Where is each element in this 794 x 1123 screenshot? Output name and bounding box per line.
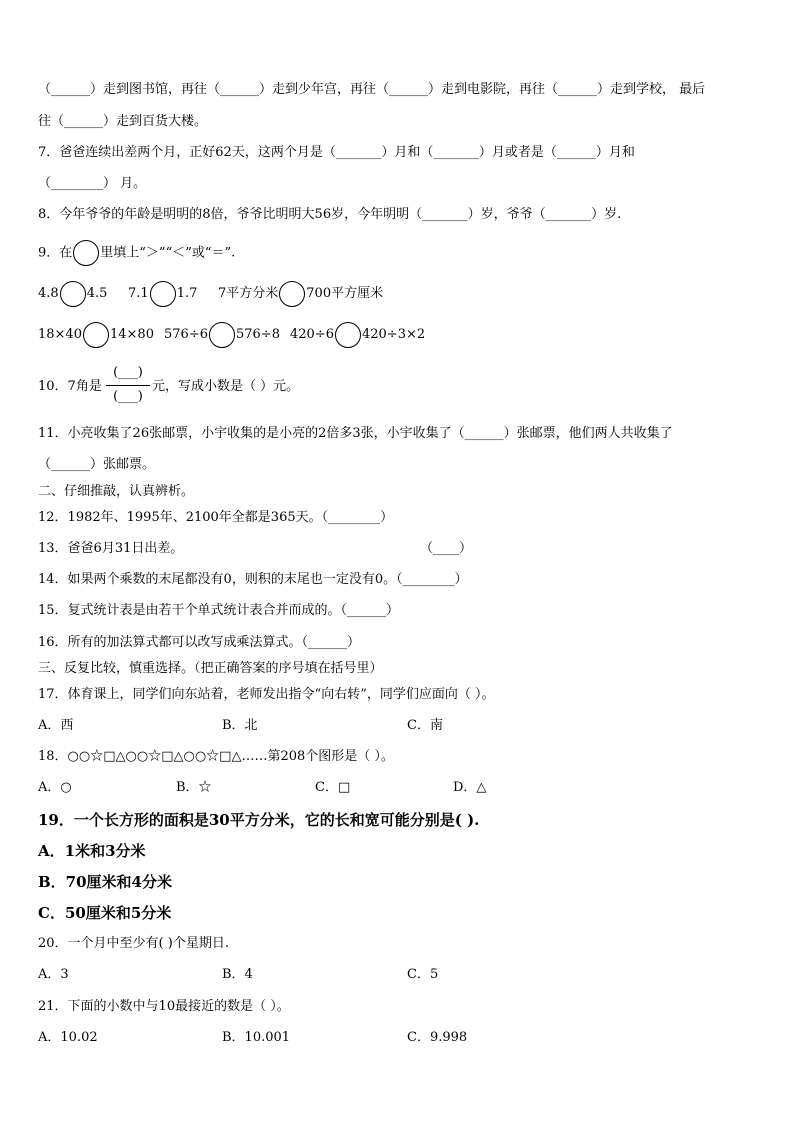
question-20: 20．一个月中至少有( )个星期日. (38, 936, 229, 951)
option-a: A．○ (38, 780, 72, 795)
compare-left: 7.1 (128, 286, 149, 301)
option-a: A．3 (38, 967, 69, 982)
compare-right: 4.5 (86, 286, 108, 301)
option-c: C．□ (315, 780, 351, 795)
fraction-bar (106, 385, 150, 386)
question-17-options (38, 717, 758, 735)
question-21: 21．下面的小数中与10最接近的数是（ ）。 (38, 999, 290, 1014)
compare-item (290, 322, 425, 348)
question-19-option-c: C．50厘米和5分米 (38, 904, 172, 922)
compare-left: 18×40 (38, 327, 82, 342)
q9-suffix: 里填上“＞”“＜”或“＝”. (100, 245, 236, 261)
q13-blank: （____） (420, 541, 473, 556)
q10-prefix: 10．7角是 (38, 379, 102, 394)
compare-left: 4.8 (38, 286, 59, 301)
option-c: C．9.998 (407, 1030, 468, 1045)
question-11-line-1: 11．小亮收集了26张邮票，小宇收集的是小亮的2倍多3张，小宇收集了（______）张邮票，他们两人共收集了 (38, 426, 673, 441)
question-8: 8．今年爷爷的年龄是明明的8倍，爷爷比明明大56岁，今年明明（_______）岁，爷爷（_______）岁. (38, 207, 622, 222)
question-19-option-a: A．1米和3分米 (38, 842, 146, 860)
option-a: A．西 (38, 718, 74, 733)
compare-left: 7平方分米 (218, 286, 279, 301)
question-9-instruction (38, 240, 235, 266)
compare-right: 420÷3×2 (361, 327, 426, 342)
compare-left: 576÷6 (164, 327, 208, 342)
question-6-line-1: （______）走到图书馆，再往（______）走到少年宫，再往（______）走到电影院，再往（______）走到学校， 最后 (38, 82, 706, 97)
option-d: D．△ (453, 780, 487, 795)
compare-left: 420÷6 (290, 327, 334, 342)
compare-circle-icon (335, 322, 361, 348)
option-c: C．5 (407, 967, 439, 982)
option-b: B．北 (222, 718, 258, 733)
option-b: B．10.001 (222, 1030, 291, 1045)
compare-item (218, 281, 383, 307)
question-21-options (38, 1029, 758, 1047)
compare-item (128, 281, 197, 307)
question-12: 12．1982年、1995年、2100年全都是365天。（________） (38, 510, 394, 525)
compare-item (164, 322, 280, 348)
q9-prefix: 9．在 (38, 245, 73, 261)
compare-item (38, 281, 107, 307)
question-13 (38, 540, 758, 558)
q13-text: 13．爸爸6月31日出差。 (38, 541, 184, 556)
q10-suffix: 元，写成小数是（ ）元。 (152, 379, 300, 394)
compare-item (38, 322, 154, 348)
compare-right: 14×80 (109, 327, 154, 342)
compare-right: 1.7 (176, 286, 198, 301)
section-2-heading: 二、仔细推敲，认真辨析。 (38, 484, 195, 499)
question-20-options (38, 966, 758, 984)
compare-circle-icon (73, 240, 99, 266)
compare-circle-icon (60, 281, 86, 307)
compare-circle-icon (209, 322, 235, 348)
compare-circle-icon (150, 281, 176, 307)
option-a: A．10.02 (38, 1030, 98, 1045)
fraction-numerator: (___) (113, 365, 143, 380)
compare-right: 700平方厘米 (306, 286, 384, 301)
fraction-denominator: (___) (113, 389, 143, 404)
option-c: C．南 (407, 718, 443, 733)
question-10 (38, 364, 438, 408)
question-7-line-1: 7．爸爸连续出差两个月，正好62天，这两个月是（_______）月和（_______）月或者是（______）月和 (38, 145, 635, 160)
compare-circle-icon (279, 281, 305, 307)
compare-row-1 (38, 281, 758, 307)
question-19-option-b: B．70厘米和4分米 (38, 873, 172, 891)
option-b: B．4 (222, 967, 253, 982)
compare-right: 576÷8 (235, 327, 280, 342)
compare-circle-icon (83, 322, 109, 348)
question-18: 18．○○☆□△○○☆□△○○☆□△……第208个图形是（ ）。 (38, 749, 394, 764)
question-18-options (38, 779, 758, 797)
question-11-line-2: （______）张邮票。 (38, 457, 156, 472)
question-15: 15．复式统计表是由若干个单式统计表合并而成的。（______） (38, 603, 400, 618)
fraction (106, 364, 150, 408)
option-b: B．☆ (176, 780, 212, 795)
compare-row-2 (38, 322, 758, 348)
question-16: 16．所有的加法算式都可以改写成乘法算式。（______） (38, 635, 361, 650)
question-6-line-2: 往（______）走到百货大楼。 (38, 114, 208, 129)
question-7-line-2: （________） 月。 (38, 176, 147, 191)
question-14: 14．如果两个乘数的末尾都没有0，则积的末尾也一定没有0。（________） (38, 572, 468, 587)
question-19: 19．一个长方形的面积是30平方分米，它的长和宽可能分别是( ). (38, 811, 480, 829)
question-17: 17．体育课上，同学们向东站着，老师发出指令“向右转”，同学们应面向（ ）。 (38, 687, 495, 702)
section-3-heading: 三、反复比较，慎重选择。（把正确答案的序号填在括号里） (38, 661, 383, 676)
